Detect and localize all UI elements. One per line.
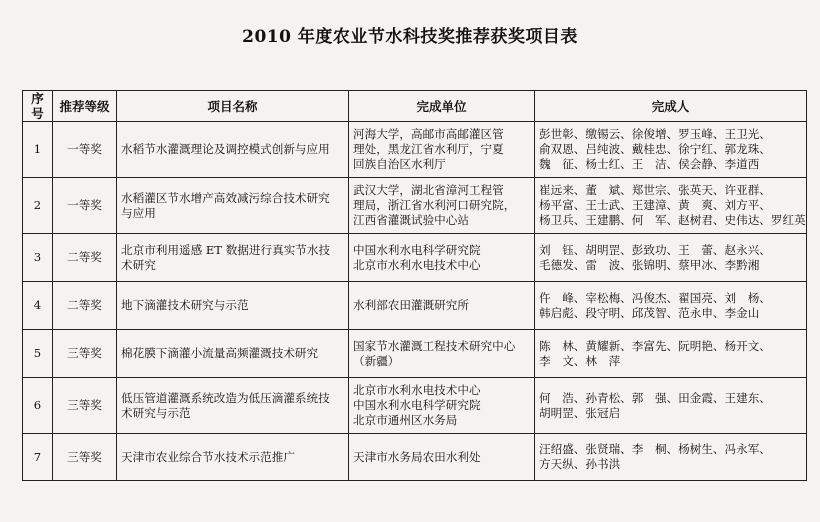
text-line: 与应用 (121, 205, 156, 220)
row-people (535, 282, 807, 330)
text-line: 中国水利水电科学研究院 (353, 242, 481, 257)
row-level: 三等奖 (53, 330, 117, 378)
row-units (349, 122, 535, 178)
row-project-name (117, 282, 349, 330)
row-people (535, 178, 807, 234)
text-line: 低压管道灌溉系统改造为低压滴灌系统技 (121, 390, 330, 405)
table-row (23, 434, 807, 481)
row-no: 5 (23, 330, 53, 378)
text-line: 韩启彪、段守明、邱茂智、范永申、李金山 (539, 305, 760, 320)
text-line: 术研究 (121, 257, 156, 272)
text-line: 崔远来、董 斌、郑世宗、张英天、许亚群、 (539, 183, 771, 197)
row-level: 一等奖 (53, 178, 117, 234)
table-row (23, 122, 807, 178)
row-people (535, 122, 807, 178)
row-project-name (117, 434, 349, 481)
text-line: 仵 峰、宰松梅、冯俊杰、翟国亮、刘 杨、 (539, 290, 771, 305)
text-line: 河海大学，高邮市高邮灌区管 (353, 127, 504, 141)
row-level: 二等奖 (53, 282, 117, 330)
row-no: 4 (23, 282, 53, 330)
text-line: 彭世彰、缴锡云、徐俊增、罗玉峰、王卫光、 (539, 127, 771, 141)
header-people: 完成人 (535, 91, 807, 122)
text-line: （新疆） (353, 353, 400, 368)
text-line: 北京市通州区水务局 (353, 413, 458, 427)
text-line: 魏 征、杨士红、王 洁、侯会静、李道西 (539, 157, 760, 171)
table-row (23, 282, 807, 330)
row-units (349, 434, 535, 481)
text-line: 何 浩、孙青松、郭 强、田金霞、王建东、 (539, 390, 771, 405)
table-row (23, 178, 807, 234)
text-line: 李 文、林 萍 (539, 353, 621, 368)
row-units (349, 330, 535, 378)
text-line: 俞双恩、吕纯波、戴桂忠、徐宁红、郭龙珠、 (539, 142, 771, 156)
row-project-name (117, 178, 349, 234)
text-line: 武汉大学，湖北省漳河工程管 (353, 183, 504, 197)
row-level: 二等奖 (53, 234, 117, 282)
row-units (349, 234, 535, 282)
text-line: 理局，浙江省水利河口研究院， (353, 198, 516, 212)
text-line: 回族自治区水利厅 (353, 157, 446, 171)
text-line: 北京市水利水电技术中心 (353, 383, 481, 397)
text-line: 国家节水灌溉工程技术研究中心 (353, 338, 516, 353)
row-project-name (117, 234, 349, 282)
table-row (23, 378, 807, 434)
row-project-name (117, 122, 349, 178)
row-no: 2 (23, 178, 53, 234)
row-no: 6 (23, 378, 53, 434)
text-line: 方天纵、孙书洪 (539, 457, 621, 471)
row-units (349, 178, 535, 234)
row-project-name (117, 330, 349, 378)
awards-table (22, 90, 807, 481)
text-line: 理处，黑龙江省水利厅，宁夏 (353, 142, 504, 156)
row-level: 三等奖 (53, 434, 117, 481)
row-level: 三等奖 (53, 378, 117, 434)
row-units (349, 282, 535, 330)
text-line: 杨平富、王士武、王建漳、黄 爽、刘方平、 (539, 198, 771, 212)
text-line: 北京市水利水电技术中心 (353, 257, 481, 272)
table-row (23, 330, 807, 378)
header-no: 序号 (23, 91, 53, 122)
row-people (535, 378, 807, 434)
text-line: 水稻节水灌溉理论及调控模式创新与应用 (121, 142, 330, 156)
header-units: 完成单位 (349, 91, 535, 122)
row-people (535, 434, 807, 481)
text-line: 汪绍盛、张贤瑞、李 桐、杨树生、冯永军、 (539, 442, 771, 456)
row-project-name (117, 378, 349, 434)
text-line: 毛德发、雷 波、张锦明、蔡甲冰、李黔湘 (539, 257, 760, 272)
row-no: 1 (23, 122, 53, 178)
text-line: 江西省灌溉试验中心站 (353, 213, 469, 227)
page-title: 2010 年度农业节水科技奖推荐获奖项目表 (242, 27, 578, 47)
row-people (535, 234, 807, 282)
text-line: 陈 林、黄耀新、李富先、阮明艳、杨开文、 (539, 338, 771, 353)
table-header (23, 91, 807, 122)
text-line: 刘 钰、胡明罡、彭致功、王 蕾、赵永兴、 (539, 242, 771, 257)
text-line: 水稻灌区节水增产高效减污综合技术研究 (121, 190, 330, 205)
header-level: 推荐等级 (53, 91, 117, 122)
text-line: 北京市利用遥感 ET 数据进行真实节水技 (121, 242, 331, 257)
text-line: 水利部农田灌溉研究所 (353, 298, 469, 312)
text-line: 术研究与示范 (121, 405, 191, 420)
text-line: 杨卫兵、王建鹏、何 军、赵树君、史伟达、罗红英 (539, 213, 806, 227)
text-line: 中国水利水电科学研究院 (353, 398, 481, 412)
row-units (349, 378, 535, 434)
text-line: 天津市农业综合节水技术示范推广 (121, 449, 295, 464)
row-level: 一等奖 (53, 122, 117, 178)
text-line: 胡明罡、张冠启 (539, 405, 621, 420)
text-line: 地下滴灌技术研究与示范 (121, 298, 249, 312)
row-no: 7 (23, 434, 53, 481)
header-project-name: 项目名称 (117, 91, 349, 122)
row-people (535, 330, 807, 378)
table-row (23, 234, 807, 282)
text-line: 天津市水务局农田水利处 (353, 449, 481, 464)
text-line: 棉花膜下滴灌小流量高频灌溉技术研究 (121, 346, 319, 360)
row-no: 3 (23, 234, 53, 282)
